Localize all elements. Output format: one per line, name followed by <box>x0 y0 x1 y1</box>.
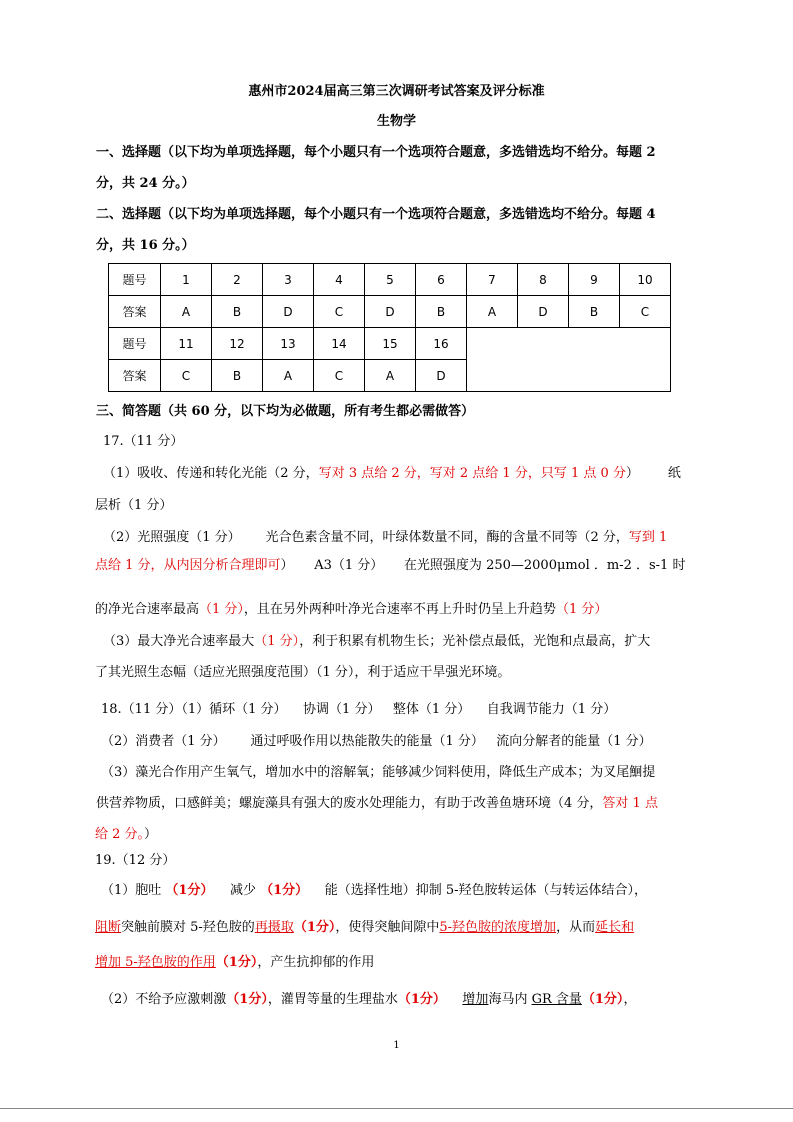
text-segment: （1分） <box>165 883 214 898</box>
row-label: 题号 <box>109 264 161 296</box>
table-cell: 10 <box>620 264 671 296</box>
text-segment: ） A3（1 分） 在光照强度为 250—2000μmol ．m-2 ．s-1 时 <box>280 558 686 573</box>
text-segment: 层析（1 分） <box>95 498 173 513</box>
answer-line <box>101 702 616 718</box>
text-segment: （1分） <box>215 955 258 970</box>
table-cell: D <box>365 296 416 328</box>
table-cell: 5 <box>365 264 416 296</box>
section1-heading-line2: 分，共 24 分。） <box>96 176 195 191</box>
text-segment: （1分） <box>581 992 624 1007</box>
text-segment: （1）胞吐 <box>101 883 166 898</box>
text-segment: 海马内 <box>488 992 532 1007</box>
table-cell: 6 <box>416 264 467 296</box>
text-segment: （2）光照强度（1 分） 光合色素含量不同，叶绿体数量不同，酶的含量不同等（2 分， <box>103 530 629 545</box>
text-segment: 给 2 分。 <box>95 827 145 842</box>
text-segment: （1分） <box>397 992 446 1007</box>
row-label: 题号 <box>109 328 161 360</box>
document-title: 惠州市2024届高三第三次调研考试答案及评分标准 <box>248 84 545 99</box>
answer-line <box>95 498 172 514</box>
table-cell: D <box>263 296 314 328</box>
text-segment: （2）不给予应激刺激 <box>101 992 227 1007</box>
table-row-questions-1 <box>109 264 671 296</box>
text-segment: （2）消费者（1 分） 通过呼吸作用以热能散失的能量（1 分） 流向分解者的能量（1 分） <box>101 734 652 749</box>
row-label: 答案 <box>109 296 161 328</box>
page-divider <box>0 1108 793 1109</box>
table-cell: A <box>263 360 314 392</box>
text-segment: 18.（11 分）（1）循环（1 分） 协调（1 分） 整体（1 分） 自我调节能力（1 分） <box>101 702 617 717</box>
table-cell: C <box>161 360 212 392</box>
table-cell: A <box>467 296 518 328</box>
text-segment: ，利于积累有机物生长；光补偿点最低，光饱和点最高，扩大 <box>299 634 651 649</box>
text-segment: 写到 1 <box>628 530 668 545</box>
answer-line <box>101 992 636 1008</box>
table-cell: 1 <box>161 264 212 296</box>
table-cell: C <box>314 360 365 392</box>
text-segment: 5-羟色胺的浓度增加 <box>439 920 557 935</box>
text-segment: （1分） <box>226 992 268 1007</box>
text-segment: 17.（11 分） <box>103 434 184 449</box>
table-cell: A <box>161 296 212 328</box>
text-segment: 再摄取 <box>254 920 294 935</box>
text-segment: 19.（12 分） <box>95 853 176 868</box>
table-cell: 8 <box>518 264 569 296</box>
text-segment: 阻断 <box>95 920 122 935</box>
text-segment: 延长和 <box>595 920 635 935</box>
text-segment: 答对 1 点 <box>602 796 658 811</box>
section2-heading-line1: 二、选择题（以下均为单项选择题，每个小题只有一个选项符合题意，多选错选均不给分。每题 4 <box>96 207 656 222</box>
text-segment: 的净光合速率最高 <box>95 602 200 617</box>
text-segment: ，使得突触间隙中 <box>335 920 440 935</box>
table-cell: 11 <box>161 328 212 360</box>
answer-line <box>101 765 655 781</box>
text-segment: （3）藻光合作用产生氧气，增加水中的溶解氧；能够减少饲料使用，降低生产成本；为叉尾鮰提 <box>101 765 656 780</box>
table-cell: C <box>620 296 671 328</box>
answer-line <box>95 955 374 971</box>
table-cell: B <box>212 296 263 328</box>
row-label: 答案 <box>109 360 161 392</box>
answer-line <box>101 883 647 899</box>
table-cell: 2 <box>212 264 263 296</box>
text-segment: ） <box>144 827 158 842</box>
page-number: 1 <box>393 1040 400 1051</box>
text-segment: 突触前膜对 5-羟色胺的 <box>121 920 255 935</box>
text-segment: （1 分） <box>199 602 244 617</box>
text-segment: ） 纸 <box>625 466 681 481</box>
text-segment: 写对 3 点给 2 分，写对 2 点给 1 分，只写 1 点 0 分 <box>318 466 626 481</box>
subject-title: 生物学 <box>376 114 416 129</box>
table-cell: 16 <box>416 328 467 360</box>
table-cell: 4 <box>314 264 365 296</box>
text-segment: （3）最大净光合速率最大 <box>103 634 255 649</box>
answer-line <box>95 827 157 843</box>
answer-line <box>103 634 650 650</box>
answer-line <box>95 602 607 618</box>
text-segment: 供营养物质，口感鲜美；螺旋藻具有强大的废水处理能力，有助于改善鱼塘环境（4 分， <box>96 796 603 811</box>
text-segment: 了其光照生态幅（适应光照强度范围）（1 分），利于适应干旱强光环境。 <box>95 665 511 680</box>
table-row-answers-1 <box>109 296 671 328</box>
text-segment <box>446 992 463 1007</box>
table-cell: 9 <box>569 264 620 296</box>
table-cell: C <box>314 296 365 328</box>
table-cell: 3 <box>263 264 314 296</box>
table-cell: 14 <box>314 328 365 360</box>
text-segment: （1 分） <box>254 634 300 649</box>
answer-line <box>103 434 183 450</box>
table-cell: B <box>212 360 263 392</box>
table-cell: 12 <box>212 328 263 360</box>
table-cell: B <box>416 296 467 328</box>
answer-line <box>103 466 681 482</box>
section2-heading-line2: 分，共 16 分。） <box>96 238 195 253</box>
text-segment: 能（选择性地）抑制 5-羟色胺转运体（与转运体结合）， <box>308 883 647 898</box>
table-row-questions-2 <box>109 328 671 360</box>
table-cell: 7 <box>467 264 518 296</box>
text-segment: 增加 5-羟色胺的作用 <box>95 955 216 970</box>
text-segment: （1）吸收、传递和转化光能（2 分， <box>103 466 319 481</box>
text-segment: ， <box>623 992 637 1007</box>
section3-heading: 三、简答题（共 60 分，以下均为必做题，所有考生都必需做答） <box>96 404 475 419</box>
empty-cell <box>467 328 671 392</box>
text-segment: ，产生抗抑郁的作用 <box>257 955 375 970</box>
text-segment: ，灌胃等量的生理盐水 <box>267 992 398 1007</box>
section1-heading-line1: 一、选择题（以下均为单项选择题，每个小题只有一个选项符合题意，多选错选均不给分。每题 2 <box>96 145 656 160</box>
table-cell: A <box>365 360 416 392</box>
answer-line <box>95 665 510 681</box>
answer-table <box>108 263 671 392</box>
text-segment: ，且在另外两种叶净光合速率不再上升时仍呈上升趋势 <box>243 602 556 617</box>
text-segment: 点给 1 分，从内因分析合理即可 <box>95 558 281 573</box>
text-segment: （1分） <box>260 883 309 898</box>
text-segment: （1分） <box>293 920 336 935</box>
answer-line <box>103 530 667 546</box>
text-segment: 减少 <box>213 883 261 898</box>
text-segment: （1 分） <box>555 602 608 617</box>
answer-line <box>95 558 685 574</box>
text-segment: GR 含量 <box>531 992 582 1007</box>
answer-line <box>95 853 175 869</box>
table-cell: D <box>416 360 467 392</box>
answer-line <box>101 734 652 750</box>
table-cell: D <box>518 296 569 328</box>
table-cell: 15 <box>365 328 416 360</box>
answer-line <box>96 796 658 812</box>
answer-line <box>95 920 634 936</box>
text-segment: 增加 <box>462 992 489 1007</box>
table-cell: B <box>569 296 620 328</box>
table-cell: 13 <box>263 328 314 360</box>
text-segment: ，从而 <box>556 920 596 935</box>
